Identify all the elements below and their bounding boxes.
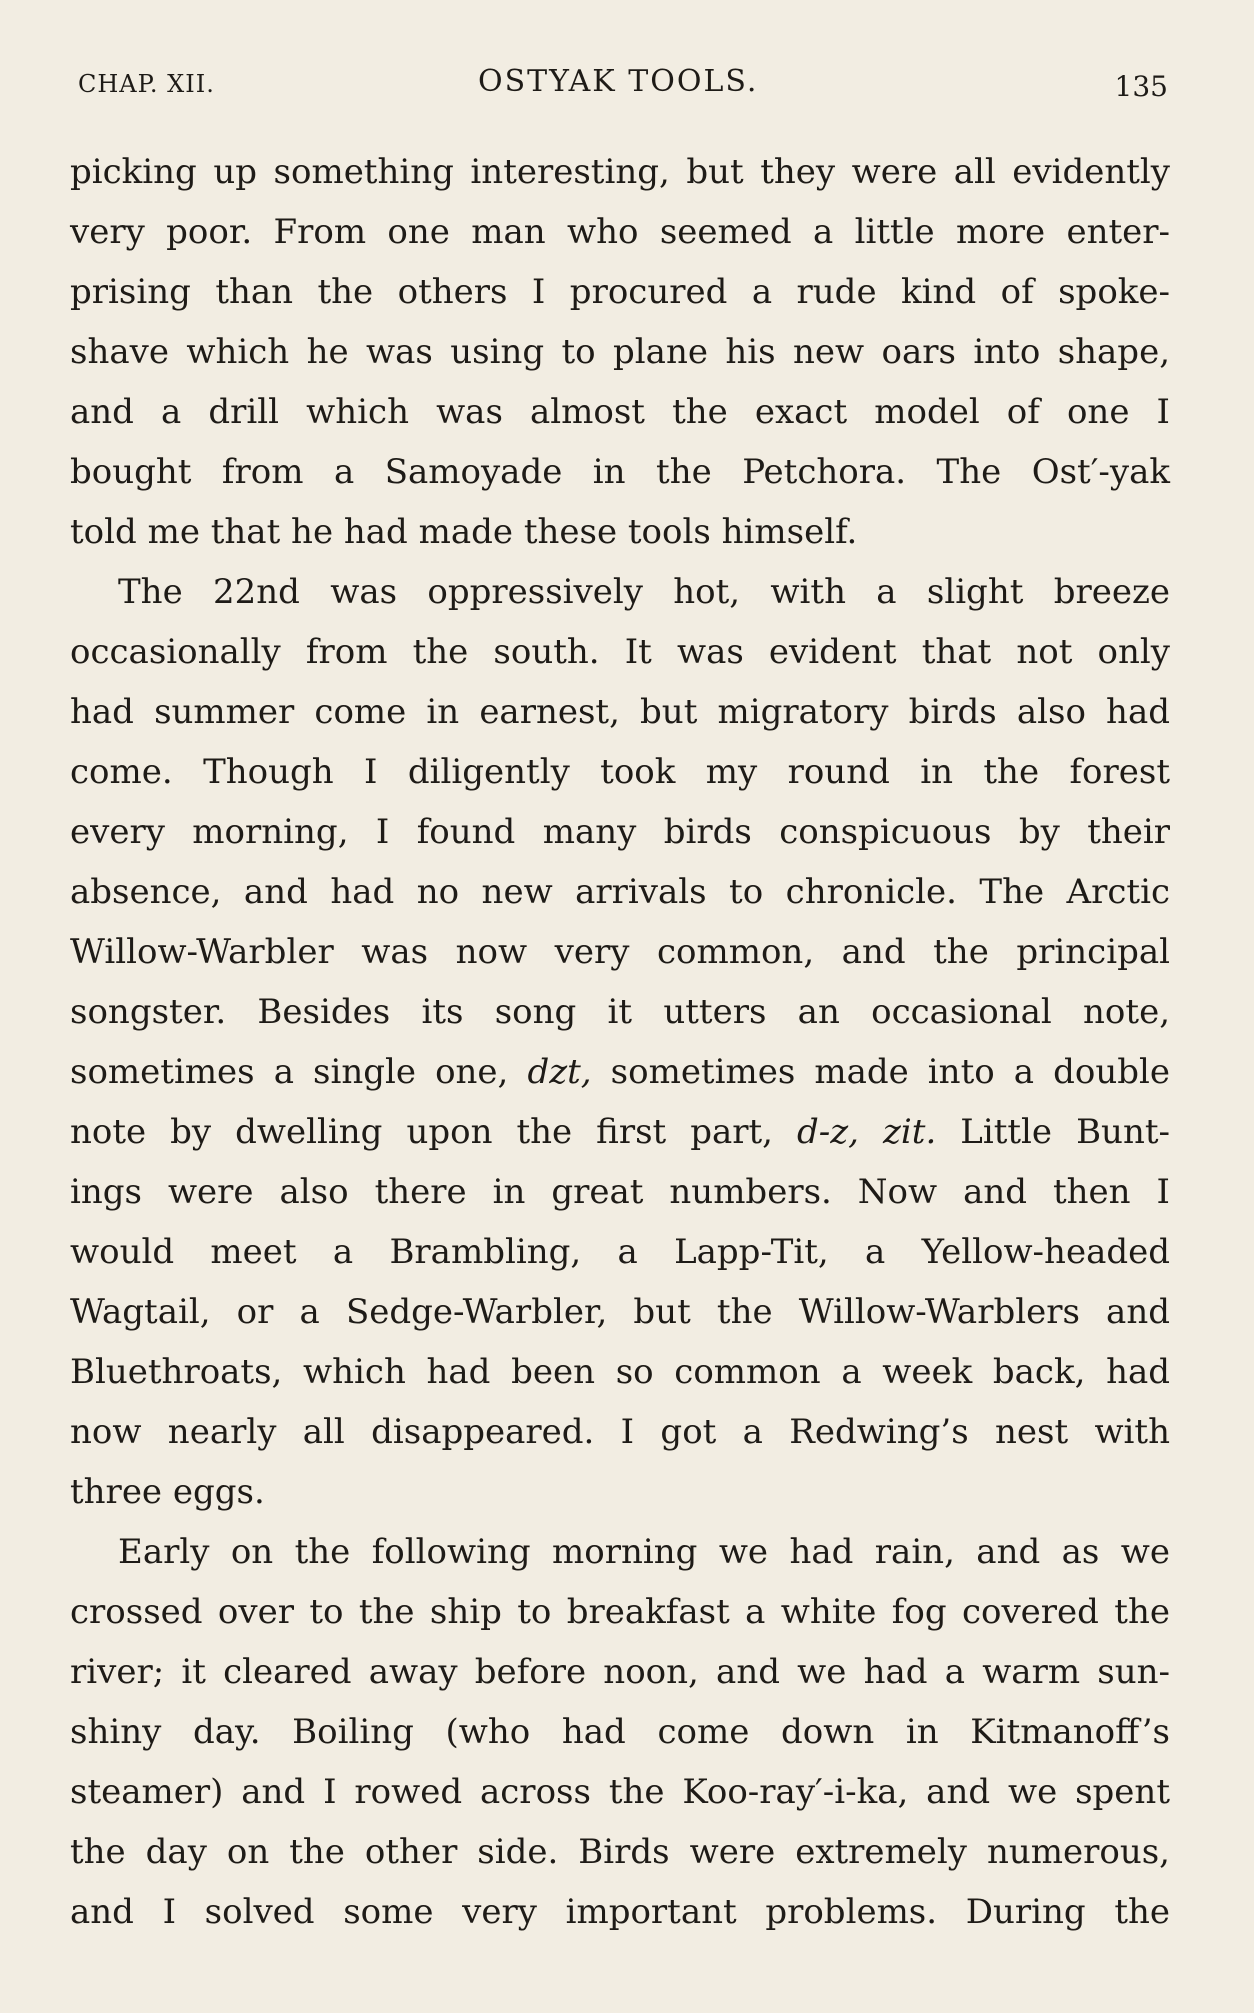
text-line: Bluethroats, which had been so common a week back, had [70,1352,1170,1392]
running-title: OSTYAK TOOLS. [478,64,759,99]
text-line: and a drill which was almost the exact model of one I [70,392,1170,432]
text-line: occasionally from the south. It was evident that not only [70,632,1170,672]
text-line: prising than the others I procured a rude kind of spoke- [70,272,1170,312]
text-line: Wagtail, or a Sedge-Warbler, but the Willow-Warblers and [70,1292,1170,1332]
paragraph [70,562,1170,1522]
text-line: would meet a Brambling, a Lapp-Tit, a Yellow-headed [70,1232,1170,1272]
text-line: had summer come in earnest, but migratory birds also had [70,692,1170,732]
chapter-label: CHAP. XII. [78,70,215,98]
text-line: and I solved some very important problems. During the [70,1892,1170,1932]
text-line: the day on the other side. Birds were extremely numerous, [70,1832,1170,1872]
text-line: Willow-Warbler was now very common, and the principal [70,932,1170,972]
text-line: picking up something interesting, but they were all evidently [70,152,1170,192]
text-line: told me that he had made these tools himself. [70,512,858,552]
text-line: The 22nd was oppressively hot, with a slight breeze [118,572,1170,612]
text-line: three eggs. [70,1472,265,1512]
text-line: every morning, I found many birds conspicuous by their [70,812,1170,852]
italic-note: d-z, zit. [797,1112,937,1152]
text-line: ings were also there in great numbers. Now and then I [70,1172,1170,1212]
text-line: shave which he was using to plane his new oars into shape, [70,332,1170,372]
running-header [78,64,1168,104]
text-line: crossed over to the ship to breakfast a white fog covered the [70,1592,1170,1632]
paragraph [70,142,1170,562]
body-text [70,142,1170,1942]
text-line: steamer) and I rowed across the Koo-ray′-i-ka, and we spent [70,1772,1170,1812]
text-line: bought from a Samoyade in the Petchora. The Ost′-yak [70,452,1170,492]
page-number: 135 [1114,70,1168,103]
text-line: now nearly all disappeared. I got a Redwing’s nest with [70,1412,1170,1452]
text-line: songster. Besides its song it utters an occasional note, [70,992,1170,1032]
paragraph [70,1522,1170,1942]
text-line: Early on the following morning we had rain, and as we [118,1532,1170,1572]
italic-note: dzt, [527,1052,592,1092]
text-line: shiny day. Boiling (who had come down in Kitmanoff’s [70,1712,1170,1752]
text-line: sometimes a single one, dzt, sometimes made into a double [70,1052,1170,1092]
text-line: very poor. From one man who seemed a little more enter- [70,212,1170,252]
text-line: river; it cleared away before noon, and we had a warm sun- [70,1652,1170,1692]
text-line: come. Though I diligently took my round in the forest [70,752,1170,792]
text-line: note by dwelling upon the first part, d-z, zit. Little Bunt- [70,1112,1170,1152]
text-line: absence, and had no new arrivals to chronicle. The Arctic [70,872,1170,912]
